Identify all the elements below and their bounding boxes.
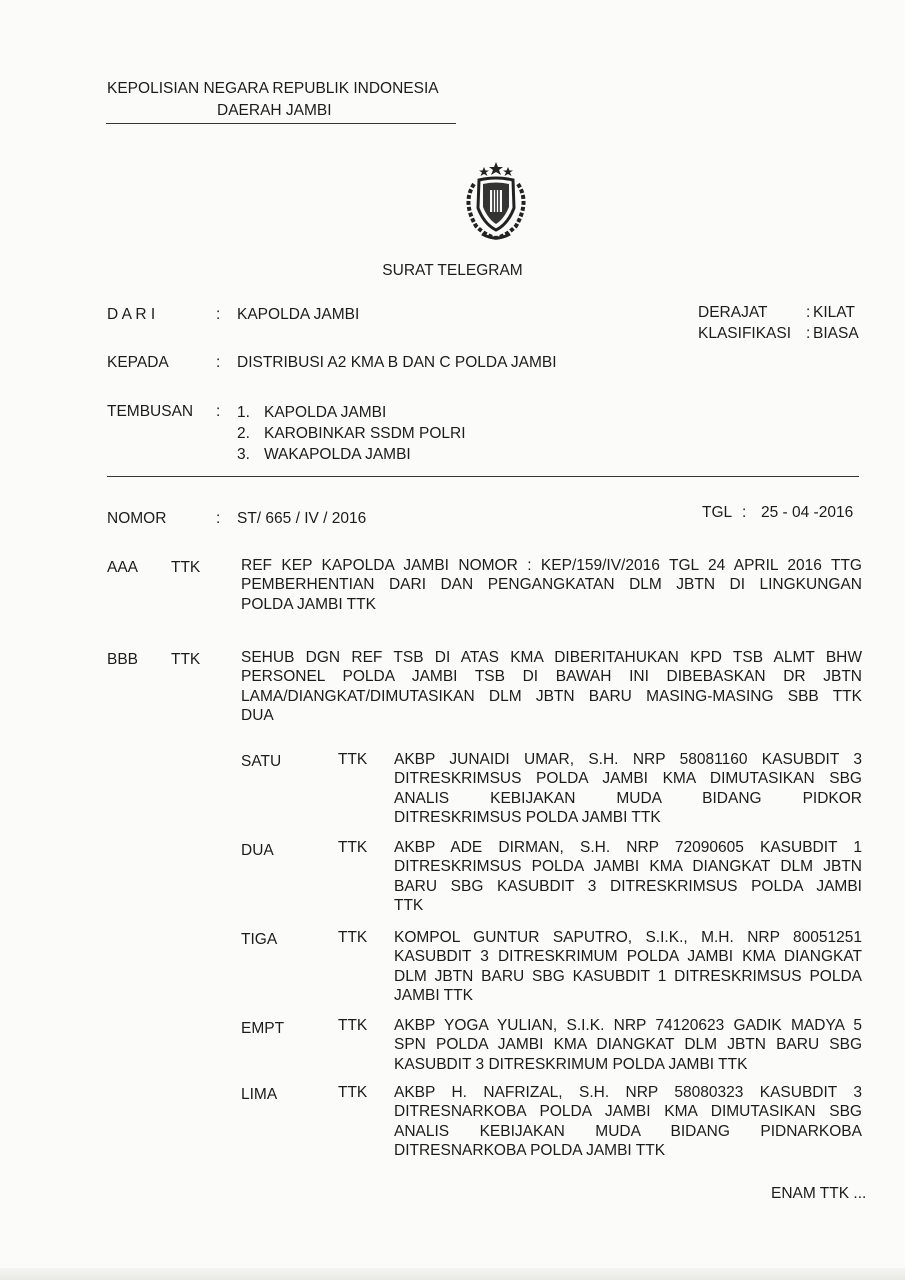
- header-separator: [107, 476, 859, 477]
- text-line: DITRESNARKOBA POLDA JAMBI KMA DIMUTASIKAN SBG: [394, 1103, 862, 1121]
- kepada-value: DISTRIBUSI A2 KMA B DAN C POLDA JAMBI: [237, 354, 557, 371]
- klasifikasi-value: BIASA: [813, 325, 859, 342]
- text-line: AKBP YOGA YULIAN, S.I.K. NRP 74120623 GADIK MADYA 5: [394, 1017, 862, 1034]
- tgl-value: 25 - 04 -2016: [761, 504, 854, 521]
- item-ttk: TTK: [338, 839, 368, 856]
- page-edge: [0, 1268, 905, 1280]
- kepada-colon: :: [216, 354, 221, 371]
- text-line: AKBP ADE DIRMAN, S.H. NRP 72090605 KASUBDIT 1: [394, 839, 862, 856]
- document-title: SURAT TELEGRAM: [382, 262, 523, 279]
- derajat-label: DERAJAT: [698, 304, 768, 321]
- text-line: SEHUB DGN REF TSB DI ATAS KMA DIBERITAHUKAN KPD TSB ALMT BHW: [241, 649, 862, 666]
- derajat-value: KILAT: [813, 304, 855, 321]
- section-aaa-text: [241, 556, 862, 614]
- text-line: DLM JBTN BARU SBG KASUBDIT 1 DITRESKRIMSUS POLDA: [394, 967, 862, 985]
- derajat-colon: :: [806, 304, 811, 321]
- text-line: DITRESKRIMSUS POLDA JAMBI KMA DIMUTASIKAN SBG: [394, 770, 862, 788]
- item-label: DUA: [241, 842, 274, 859]
- text-line: REF KEP KAPOLDA JAMBI NOMOR : KEP/159/IV/2016 TGL 24 APRIL 2016 TTG: [241, 557, 862, 574]
- text-line: AKBP H. NAFRIZAL, S.H. NRP 58080323 KASUBDIT 3: [394, 1084, 862, 1101]
- dari-label: D A R I: [107, 306, 156, 323]
- text-line: LAMA/DIANGKAT/DIMUTASIKAN DLM JBTN BARU MASING-MASING SBB TTK: [241, 687, 862, 705]
- item-empt-text: [394, 1016, 862, 1074]
- item-label: LIMA: [241, 1086, 278, 1103]
- tembusan-item-no: 3.: [237, 446, 250, 463]
- item-label: TIGA: [241, 931, 278, 948]
- item-satu-text: [394, 750, 862, 827]
- kepada-label: KEPADA: [107, 354, 169, 371]
- tgl-colon: :: [742, 504, 747, 521]
- item-ttk: TTK: [338, 929, 368, 946]
- tembusan-item: KAPOLDA JAMBI: [264, 404, 387, 421]
- klasifikasi-label: KLASIFIKASI: [698, 325, 792, 342]
- text-line: BARU SBG KASUBDIT 3 DITRESKRIMSUS POLDA JAMBI: [394, 877, 862, 895]
- text-line: DITRESNARKOBA POLDA JAMBI TTK: [394, 1141, 666, 1159]
- polri-emblem-icon: [446, 160, 546, 245]
- letterhead-org-line2: DAERAH JAMBI: [217, 102, 332, 119]
- tgl-label: TGL: [702, 504, 733, 521]
- section-ttk: TTK: [171, 559, 201, 576]
- text-line: DUA: [241, 706, 274, 724]
- text-line: KASUBDIT 3 DITRESKRIMUM POLDA JAMBI KMA DIANGKAT: [394, 948, 862, 966]
- tembusan-item-no: 1.: [237, 404, 250, 421]
- text-line: KOMPOL GUNTUR SAPUTRO, S.I.K., M.H. NRP 80051251: [394, 929, 862, 946]
- text-line: KASUBDIT 3 DITRESKRIMUM POLDA JAMBI TTK: [394, 1055, 748, 1073]
- tembusan-item: WAKAPOLDA JAMBI: [264, 446, 411, 463]
- item-lima-text: [394, 1083, 862, 1160]
- continuation-note: ENAM TTK ...: [771, 1185, 867, 1202]
- text-line: JAMBI TTK: [394, 986, 473, 1004]
- section-ttk: TTK: [171, 651, 201, 668]
- text-line: ANALIS KEBIJAKAN MUDA BIDANG PIDNARKOBA: [394, 1122, 862, 1140]
- section-code: BBB: [107, 651, 139, 668]
- item-ttk: TTK: [338, 1084, 368, 1101]
- item-ttk: TTK: [338, 1017, 368, 1034]
- nomor-colon: :: [216, 510, 221, 527]
- item-ttk: TTK: [338, 751, 368, 768]
- nomor-value: ST/ 665 / IV / 2016: [237, 510, 367, 527]
- text-line: SPN POLDA JAMBI KMA DIANGKAT DLM JBTN BARU SBG: [394, 1036, 862, 1054]
- tembusan-item: KAROBINKAR SSDM POLRI: [264, 425, 466, 442]
- item-label: EMPT: [241, 1020, 285, 1037]
- tembusan-item-no: 2.: [237, 425, 250, 442]
- dari-colon: :: [216, 306, 221, 323]
- text-line: AKBP JUNAIDI UMAR, S.H. NRP 58081160 KASUBDIT 3: [394, 751, 862, 768]
- nomor-label: NOMOR: [107, 510, 167, 527]
- letterhead-underline: [106, 123, 456, 124]
- section-bbb-text: [241, 648, 862, 725]
- text-line: TTK: [394, 896, 424, 914]
- tembusan-colon: :: [216, 403, 221, 420]
- item-tiga-text: [394, 928, 862, 1005]
- text-line: DITRESKRIMSUS POLDA JAMBI TTK: [394, 808, 661, 826]
- tembusan-label: TEMBUSAN: [107, 403, 194, 420]
- item-dua-text: [394, 838, 862, 915]
- text-line: DITRESKRIMSUS POLDA JAMBI KMA DIANGKAT DLM JBTN: [394, 858, 862, 876]
- letterhead-org-line1: KEPOLISIAN NEGARA REPUBLIK INDONESIA: [107, 80, 439, 97]
- item-label: SATU: [241, 753, 282, 770]
- text-line: PERSONEL POLDA JAMBI TSB DI BAWAH INI DIBEBASKAN DR JBTN: [241, 668, 862, 686]
- section-code: AAA: [107, 559, 139, 576]
- text-line: POLDA JAMBI TTK: [241, 595, 376, 613]
- text-line: ANALIS KEBIJAKAN MUDA BIDANG PIDKOR: [394, 789, 862, 807]
- klasifikasi-colon: :: [806, 325, 811, 342]
- dari-value: KAPOLDA JAMBI: [237, 306, 360, 323]
- text-line: PEMBERHENTIAN DARI DAN PENGANGKATAN DLM JBTN DI LINGKUNGAN: [241, 576, 862, 594]
